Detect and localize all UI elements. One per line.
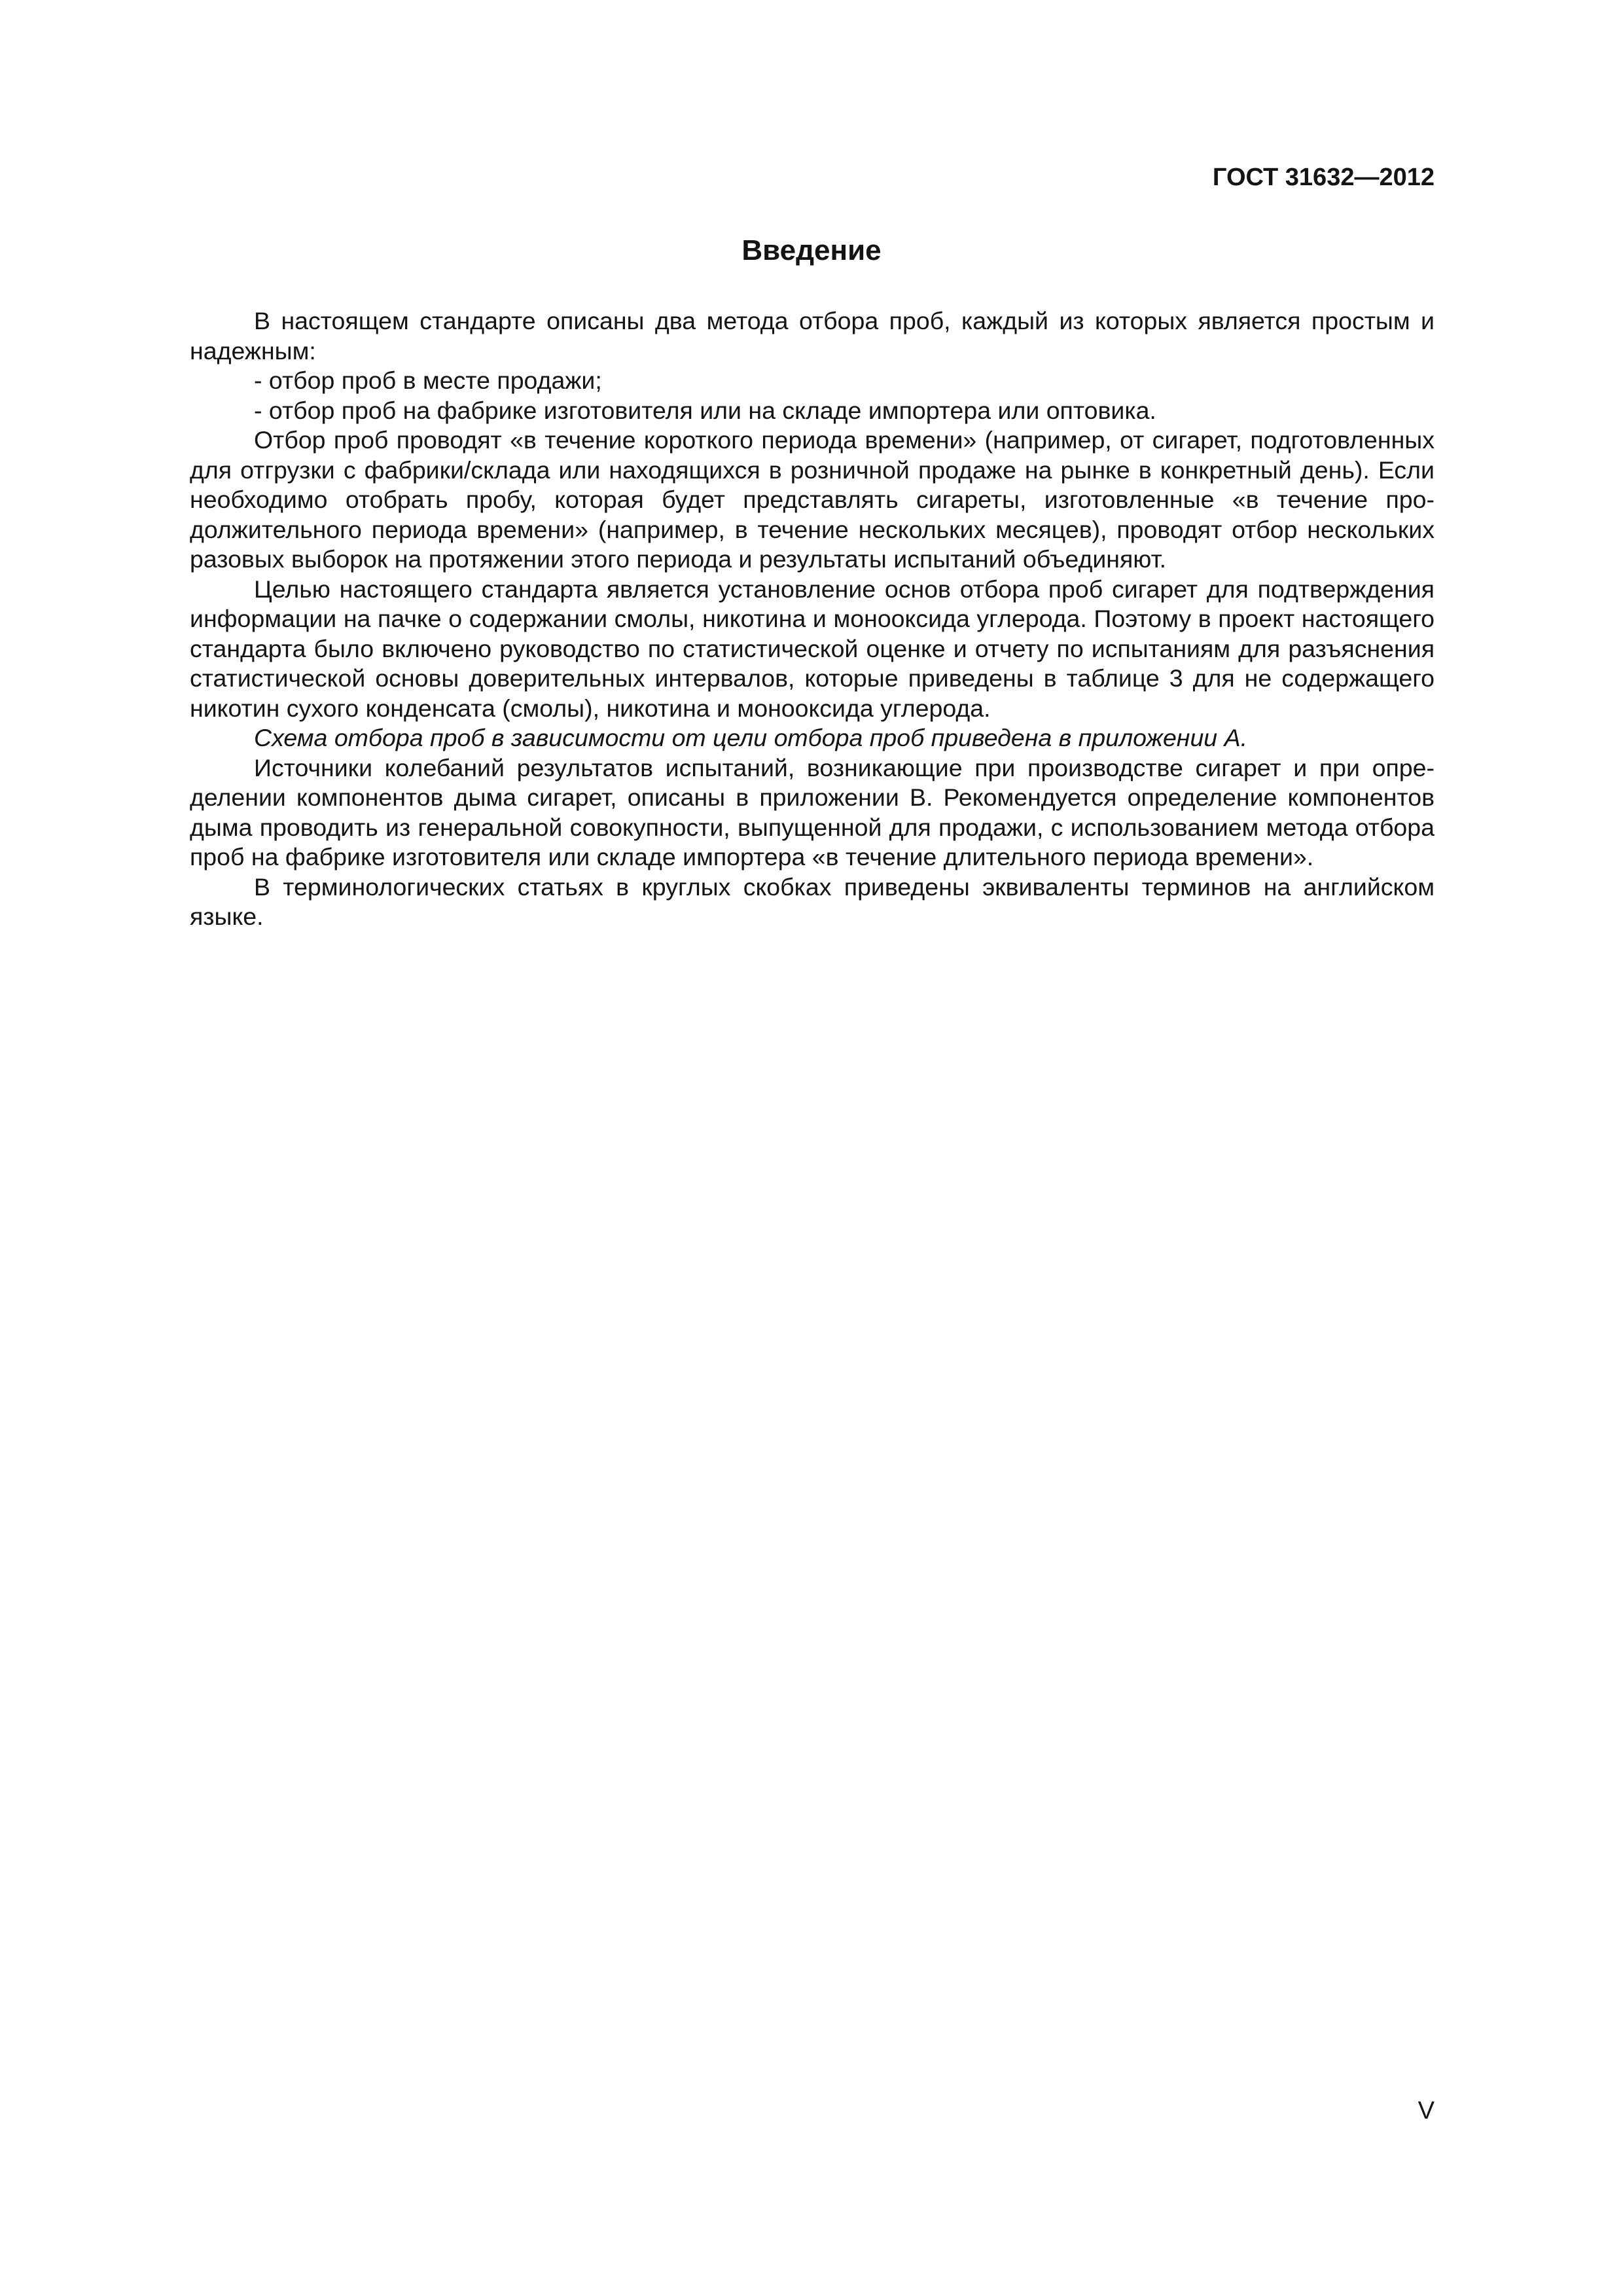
paragraph-purpose: Целью настоящего стандарта является установление основ отбора проб сигарет для подтверждения информации на пачке о содержании смолы, никотина и монооксида углерода. Поэтому в проект настоящего стандарта было включено руководство по статистической оценке и отчету по испытаниям для разъяснения статистической основы доверительных интервалов, которые приведены в таблице 3 для не содержащего никотин сухого конденсата (смолы), никотина и монооксида углерода.	[190, 575, 1435, 722]
page-number: V	[1418, 2097, 1435, 2125]
section-title: Введение	[741, 234, 882, 266]
paragraph-sampling-scheme: Схема отбора проб в зависимости от цели отбора проб приведена в приложении А.	[254, 724, 1247, 751]
list-item: - отбор проб на фабрике изготовителя или на складе импортера или оптовика.	[254, 396, 1156, 424]
paragraph-sampling-period: Отбор проб проводят «в течение короткого периода времени» (например, от сигарет, подготовленных для отгрузки с фабрики/склада или находящихся в розничной продаже на рынке в конкретный день). Если необходимо отобрать пробу, которая будет представлять сигареты, изготовленные «в течение продолжительного периода времени» (например, в течение нескольких месяцев), проводят отбор нескольких разовых выборок на протяжении этого периода и результаты испытаний объединяют.	[190, 426, 1435, 573]
paragraph-terminology: В терминологических статьях в круглых скобках приведены эквиваленты терминов на английском языке.	[190, 872, 1435, 930]
paragraph-variation-sources: Источники колебаний результатов испытаний, возникающие при производстве сигарет и при определении компонентов дыма сигарет, описаны в приложении В. Рекомендуется определение компонентов дыма проводить из генеральной совокупности, выпущенной для продажи, с использованием метода отбора проб на фабрике изготовителя или складе импортера «в течение длительного периода времени».	[190, 753, 1435, 870]
document-code: ГОСТ 31632—2012	[1212, 164, 1435, 191]
list-item: - отбор проб в месте продажи;	[254, 367, 602, 394]
paragraph-methods-intro: В настоящем стандарте описаны два метода отбора проб, каждый из которых является простым и надежным:	[190, 307, 1435, 365]
section-body	[190, 306, 1435, 932]
